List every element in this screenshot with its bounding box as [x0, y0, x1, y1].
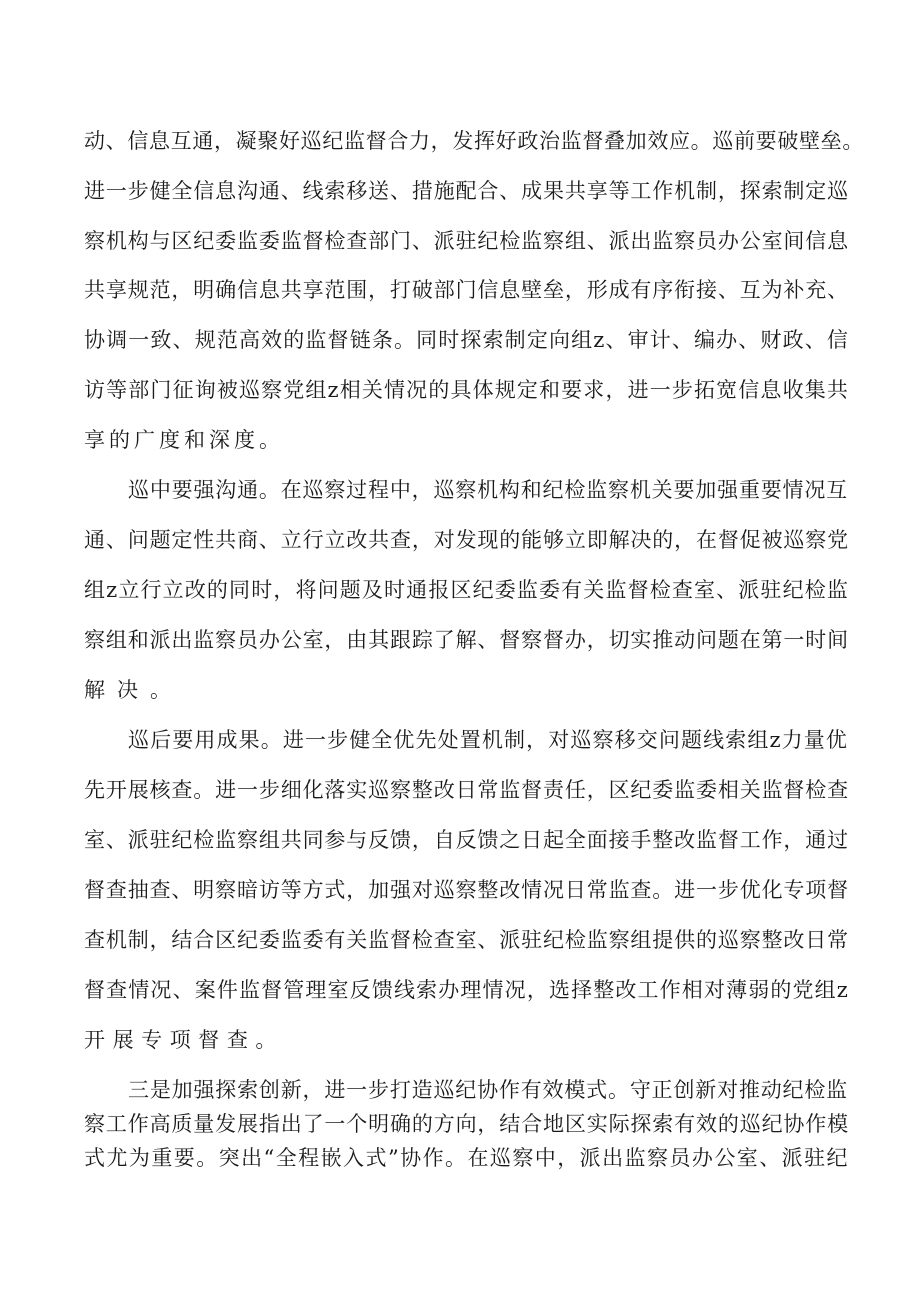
- text-line: 查机制，结合区纪委监委有关监督检查室、派驻纪检监察组提供的巡察整改日常: [84, 928, 849, 952]
- text-line: 三是加强探索创新，进一步打造巡纪协作有效模式。守正创新对推动纪检监: [128, 1078, 848, 1102]
- text-line: 察机构与区纪委监委监督检查部门、派驻纪检监察组、派出监察员办公室间信息: [84, 229, 849, 253]
- text-line: 访等部门征询被巡察党组z相关情况的具体规定和要求，进一步拓宽信息收集共: [84, 378, 849, 402]
- text-line: 督查情况、案件监督管理室反馈线索办理情况，选择整改工作相对薄弱的党组z: [84, 978, 849, 1002]
- text-line: 督查抽查、明察暗访等方式，加强对巡察整改情况日常监查。进一步优化专项督: [84, 878, 849, 902]
- text-line: 先开展核查。进一步细化落实巡察整改日常监督责任，区纪委监委相关监督检查: [84, 778, 849, 802]
- text-line: 巡中要强沟通。在巡察过程中，巡察机构和纪检监察机关要加强重要情况互: [128, 478, 848, 502]
- text-line: 察工作高质量发展指出了一个明确的方向，结合地区实际探索有效的巡纪协作模: [84, 1112, 849, 1136]
- text-line: 察组和派出监察员办公室，由其跟踪了解、督察督办，切实推动问题在第一时间: [84, 628, 849, 652]
- text-line: 协调一致、规范高效的监督链条。同时探索制定向组z、审计、编办、财政、信: [84, 328, 849, 352]
- text-line: 室、派驻纪检监察组共同参与反馈，自反馈之日起全面接手整改监督工作，通过: [84, 828, 849, 852]
- text-line: 共享规范，明确信息共享范围，打破部门信息壁垒，形成有序衔接、互为补充、: [84, 278, 849, 302]
- text-line: 解决。: [84, 678, 183, 702]
- text-line: 进一步健全信息沟通、线索移送、措施配合、成果共享等工作机制，探索制定巡: [84, 179, 849, 203]
- text-line: 享的广度和深度。: [84, 428, 284, 452]
- text-line: 动、信息互通，凝聚好巡纪监督合力，发挥好政治监督叠加效应。巡前要破壁垒。: [84, 129, 864, 153]
- text-line: 组z立行立改的同时，将问题及时通报区纪委监委有关监督检查室、派驻纪检监: [84, 578, 849, 602]
- text-line: 巡后要用成果。进一步健全优先处置机制，对巡察移交问题线索组z力量优: [128, 728, 848, 752]
- text-line: 通、问题定性共商、立行立改共查，对发现的能够立即解决的，在督促被巡察党: [84, 528, 849, 552]
- text-line: 开展专项督查。: [84, 1028, 284, 1052]
- text-line: 式尤为重要。突出“全程嵌入式”协作。在巡察中，派出监察员办公室、派驻纪: [84, 1146, 849, 1170]
